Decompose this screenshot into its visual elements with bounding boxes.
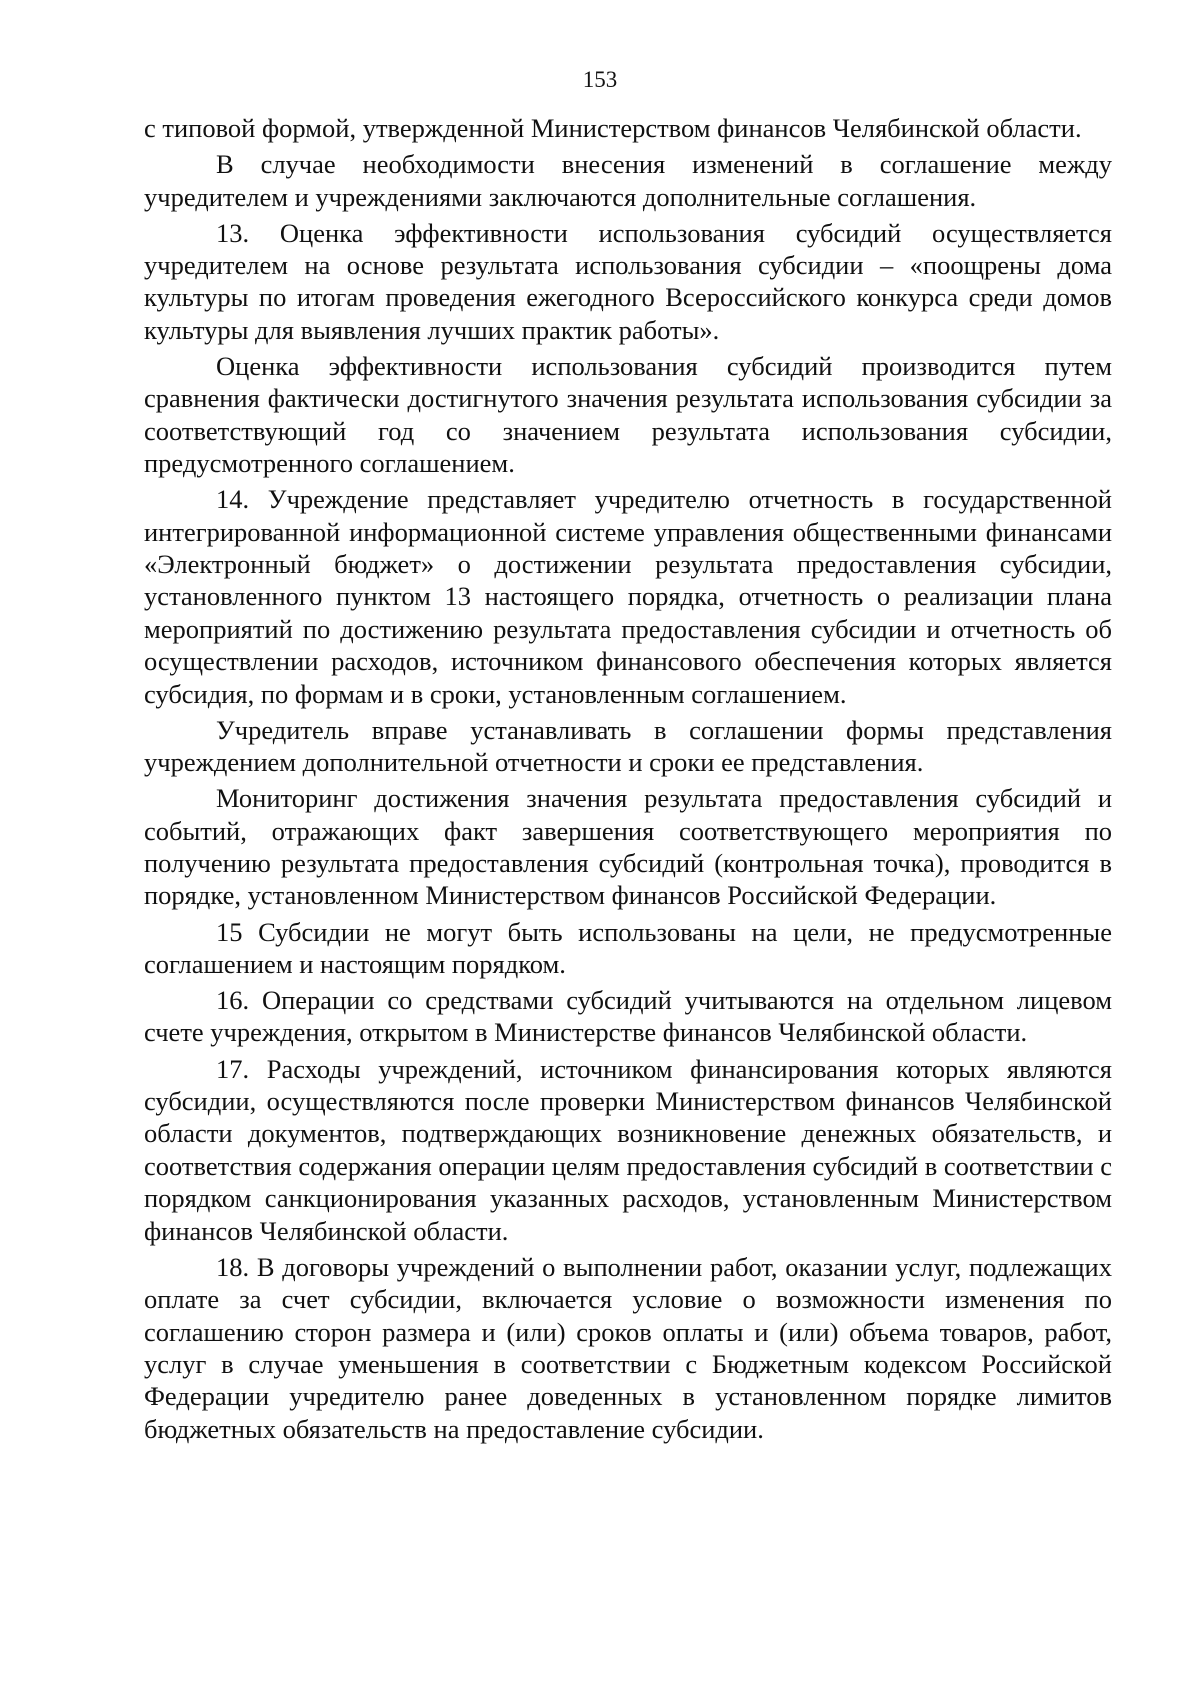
paragraph-efficiency-assessment: Оценка эффективности использования субсидий производится путем сравнения фактически достигнутого значения результата использования субсидии за соответствующий год со значением результата использования субсидии, предусмотренного соглашением. — [144, 350, 1112, 479]
paragraph-item-16: 16. Операции со средствами субсидий учитываются на отдельном лицевом счете учреждения, открытом в Министерстве финансов Челябинской области. — [144, 985, 1112, 1048]
paragraph-founder-rights: Учредитель вправе устанавливать в соглашении формы представления учреждением дополнительной отчетности и сроки ее представления. — [144, 714, 1112, 778]
paragraph-item-15: 15 Субсидии не могут быть использованы на цели, не предусмотренные соглашением и настоящим порядком. — [144, 916, 1112, 979]
paragraph-monitoring: Мониторинг достижения значения результата предоставления субсидий и событий, отражающих факт завершения соответствующего мероприятия по получению результата предоставления субсидий (контрольная точка), проводится в порядке, установленном Министерством финансов Российской Федерации. — [144, 783, 1112, 911]
paragraph-item-13: 13. Оценка эффективности использования субсидий осуществляется учредителем на основе результата использования субсидии – «поощрены дома культуры по итогам проведения ежегодного Всероссийского конкурса среди домов культуры для выявления лучших практик работы». — [144, 217, 1112, 345]
page-number: 153 — [582, 67, 618, 92]
document-body — [144, 112, 1112, 1449]
paragraph-item-18: 18. В договоры учреждений о выполнении работ, оказании услуг, подлежащих оплате за счет субсидии, включается условие о возможности изменения по соглашению сторон размера и (или) сроков оплаты и (или) объема товаров, работ, услуг в случае уменьшения в соответствии с Бюджетным кодексом Российской Федерации учредителю ранее доведенных в установленном порядке лимитов бюджетных обязательств на предоставление субсидии. — [144, 1251, 1112, 1444]
paragraph-item-17: 17. Расходы учреждений, источником финансирования которых являются субсидии, осуществляются после проверки Министерством финансов Челябинской области документов, подтверждающих возникновение денежных обязательств, и соответствия содержания операции целям предоставления субсидий в соответствии с порядком санкционирования указанных расходов, установленным Министерством финансов Челябинской области. — [144, 1053, 1112, 1246]
paragraph-item-14: 14. Учреждение представляет учредителю отчетность в государственной интегрированной информационной системе управления общественными финансами «Электронный бюджет» о достижении результата предоставления субсидии, установленного пунктом 13 настоящего порядка, отчетность о реализации плана мероприятий по достижению результата предоставления субсидии и отчетность об осуществлении расходов, источником финансового обеспечения которых является субсидия, по формам и в сроки, установленным соглашением. — [144, 484, 1112, 709]
paragraph-supplementary-agreements: В случае необходимости внесения изменений в соглашение между учредителем и учреждениями заключаются дополнительные соглашения. — [144, 149, 1112, 212]
paragraph-continuation: с типовой формой, утвержденной Министерством финансов Челябинской области. — [144, 113, 1082, 143]
